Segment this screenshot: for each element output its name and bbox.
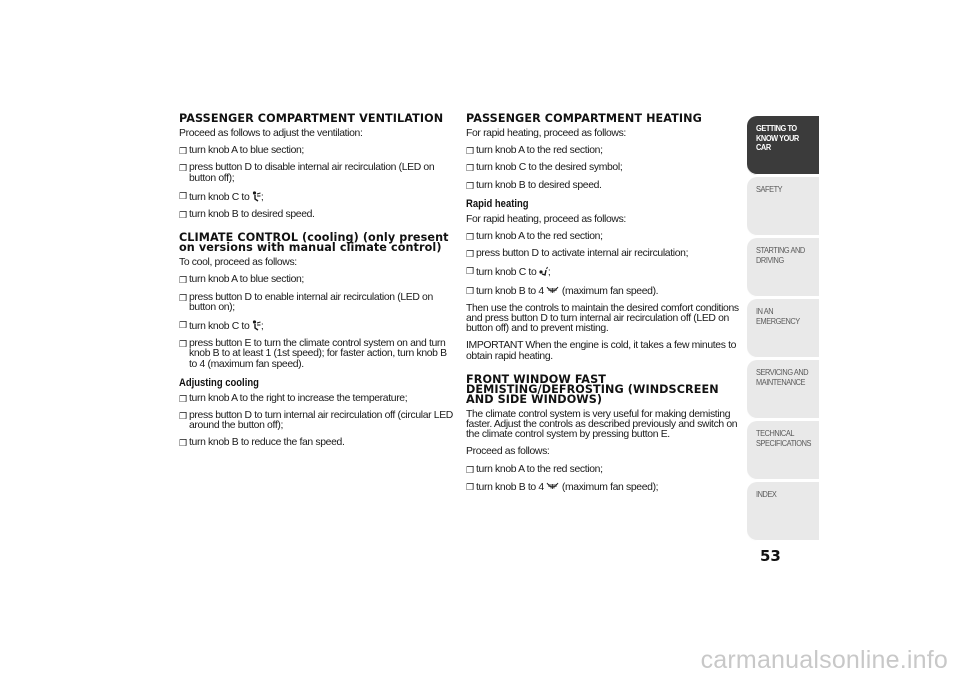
adjusting-steps [179, 394, 453, 449]
tab-index[interactable] [747, 482, 819, 541]
watermark-text: carmanualsonline.info [700, 646, 948, 674]
feet-vent-icon [539, 266, 548, 277]
bullet-icon: ❒ [179, 393, 187, 404]
bullet-icon: ❒ [179, 320, 187, 331]
rapid-then-paragraph: Then use the controls to maintain the desired comfort conditions and press button D to turn internal air recirculation off (LED on button off) and to prevent misting. [466, 302, 739, 335]
bullet-icon: ❒ [179, 438, 187, 449]
list-item: ❒ press button D to activate internal air recirculation; [466, 248, 689, 260]
tab-getting-to-know-your-car[interactable] [747, 116, 819, 175]
fan-icon [546, 482, 559, 491]
tab-label: GETTING TO KNOW YOUR CAR [756, 123, 799, 152]
demisting-heading: FRONT WINDOW FAST DEMISTING/DEFROSTING (WINDSCREEN AND SIDE WINDOWS) [466, 372, 719, 406]
list-item: ❒ turn knob C to the desired symbol; [466, 162, 623, 174]
face-vent-icon [252, 191, 261, 202]
bullet-icon: ❒ [179, 292, 187, 303]
ventilation-steps [179, 146, 453, 220]
list-item: ❒ press button D to enable internal air recirculation (LED on button on); [179, 291, 433, 313]
demisting-intro: Proceed as follows: [466, 446, 550, 458]
rapid-steps [466, 232, 740, 297]
demisting-steps [466, 465, 740, 493]
list-item: ❒ turn knob A to the red section; [466, 463, 603, 475]
list-item: ❒ press button E to turn the climate control system on and turn knob B to at least 1 (1st speed); for faster action, turn knob B to 4 (maximum fan speed). [179, 338, 447, 370]
heating-heading: PASSENGER COMPARTMENT HEATING [466, 112, 702, 125]
list-item: ❒ turn knob A to the right to increase the temperature; [179, 392, 408, 404]
climate-intro: To cool, proceed as follows: [179, 257, 297, 269]
tab-technical-specifications[interactable] [747, 421, 819, 480]
tab-label: IN AN EMERGENCY [756, 306, 800, 326]
tab-servicing-and-maintenance[interactable] [747, 360, 819, 419]
bullet-icon: ❒ [466, 266, 474, 277]
fan-icon [546, 286, 559, 295]
ventilation-intro: Proceed as follows to adjust the ventilation: [179, 128, 363, 139]
list-item: ❒ turn knob B to reduce the fan speed. [179, 437, 345, 449]
rapid-heating-heading: Rapid heating [466, 197, 529, 210]
bullet-icon: ❒ [179, 411, 187, 422]
climate-heading: CLIMATE CONTROL (cooling) (only present on versions with manual climate control) [179, 231, 449, 255]
tab-label: INDEX [756, 489, 777, 499]
list-item: ❒ turn knob A to blue section; [179, 145, 304, 157]
list-item: ❒ turn knob B to desired speed. [466, 179, 602, 191]
heating-steps [466, 146, 740, 191]
demisting-paragraph: The climate control system is very useful for making demisting faster. Adjust the controls as described previously and switch on the climate control system by pressing button E. [466, 408, 738, 441]
tab-in-an-emergency[interactable] [747, 299, 819, 358]
bullet-icon: ❒ [466, 481, 474, 492]
section-tabs [747, 116, 819, 543]
ventilation-heading: PASSENGER COMPARTMENT VENTILATION [179, 112, 444, 125]
bullet-icon: ❒ [466, 163, 474, 174]
list-item: ❒ press button D to turn internal air recirculation off (circular LED around the button off); [179, 410, 453, 432]
bullet-icon: ❒ [179, 275, 187, 286]
list-item: ❒ turn knob B to desired speed. [179, 209, 315, 221]
bullet-icon: ❒ [179, 190, 187, 201]
list-item: ❒ turn knob A to the red section; [466, 145, 603, 157]
bullet-icon: ❒ [179, 210, 187, 221]
tab-safety[interactable] [747, 177, 819, 236]
climate-steps [179, 275, 453, 369]
important-note: IMPORTANT When the engine is cold, it takes a few minutes to obtain rapid heating. [466, 340, 737, 362]
bullet-icon: ❒ [179, 146, 187, 157]
list-item: ❒ turn knob B to 4 (maximum fan speed). [466, 285, 659, 297]
list-item: ❒ turn knob A to the red section; [466, 231, 603, 243]
bullet-icon: ❒ [466, 146, 474, 157]
bullet-icon: ❒ [466, 464, 474, 475]
bullet-icon: ❒ [179, 163, 187, 174]
bullet-icon: ❒ [466, 180, 474, 191]
tab-label: SERVICING AND MAINTENANCE [756, 367, 809, 387]
bullet-icon: ❒ [179, 339, 187, 350]
face-vent-icon [252, 320, 261, 331]
list-item: ❒ turn knob B to 4 (maximum fan speed); [466, 481, 659, 493]
list-item: ❒ turn knob A to blue section; [179, 274, 304, 286]
list-item: ❒ turn knob C to ; [466, 266, 551, 279]
rapid-intro: For rapid heating, proceed as follows: [466, 213, 626, 225]
adjusting-cooling-heading: Adjusting cooling [179, 376, 259, 389]
heating-intro: For rapid heating, proceed as follows: [466, 128, 626, 139]
right-column [466, 114, 740, 500]
left-column [179, 114, 453, 456]
tab-label: TECHNICAL SPECIFICATIONS [756, 428, 812, 448]
bullet-icon: ❒ [466, 232, 474, 243]
bullet-icon: ❒ [466, 285, 474, 296]
page-number: 53 [760, 547, 781, 565]
tab-starting-and-driving[interactable] [747, 238, 819, 297]
bullet-icon: ❒ [466, 249, 474, 260]
tab-label: SAFETY [756, 184, 783, 194]
list-item: ❒ turn knob C to ; [179, 320, 264, 333]
list-item: ❒ turn knob C to ; [179, 190, 264, 203]
tab-label: STARTING AND DRIVING [756, 245, 805, 265]
list-item: ❒ press button D to disable internal air recirculation (LED on button off); [179, 162, 435, 184]
